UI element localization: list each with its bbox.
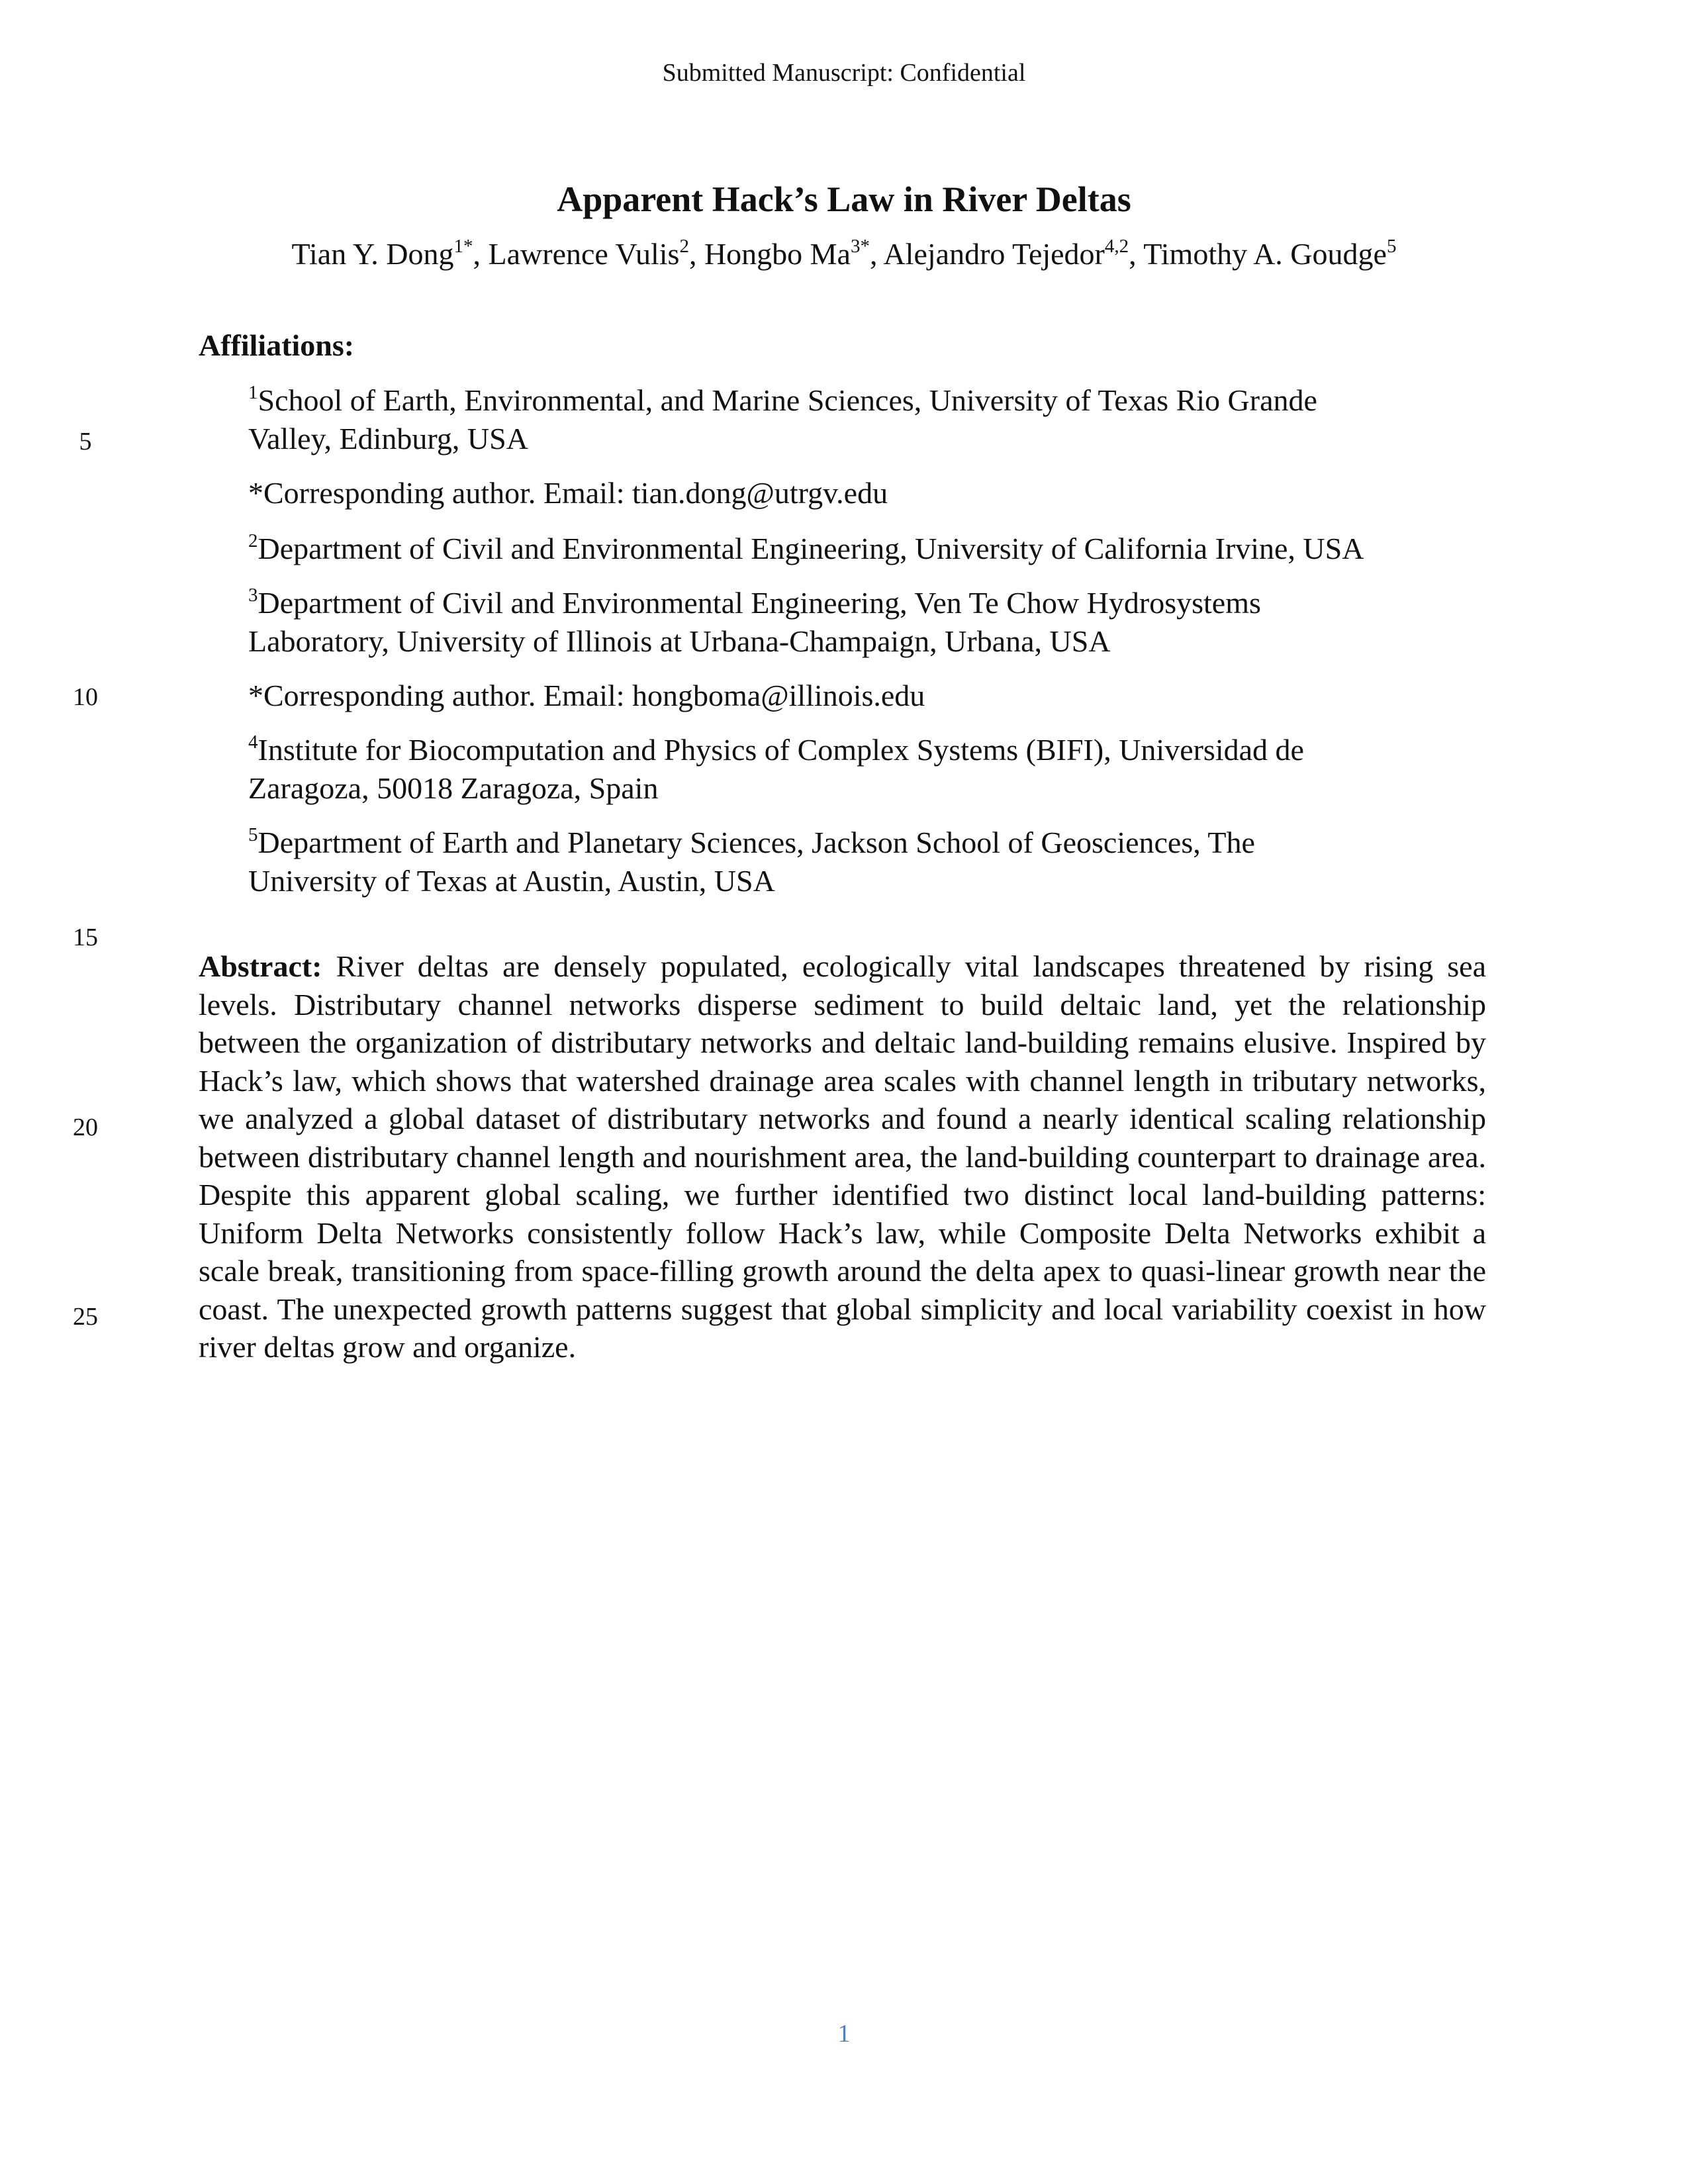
affiliation-text-line: Valley, Edinburg, USA: [248, 421, 528, 455]
author-separator: ,: [688, 237, 704, 271]
author-name: Lawrence Vulis: [488, 237, 680, 271]
corresponding-author: [248, 474, 1519, 512]
author-name: Timothy A. Goudge: [1143, 237, 1387, 271]
affiliation-text-line: Institute for Biocomputation and Physics of Complex Systems (BIFI), Universidad de: [258, 733, 1304, 767]
affiliation-number: 1: [248, 381, 258, 403]
affiliation-text-line: School of Earth, Environmental, and Marine Sciences, University of Texas Rio Grande: [258, 383, 1317, 417]
page-number: 1: [837, 2020, 851, 2048]
line-number: 5: [79, 428, 92, 455]
line-number: 20: [73, 1114, 98, 1141]
corresponding-author: [248, 677, 1519, 715]
affiliation-item: [248, 584, 1519, 660]
paper-title: Apparent Hack’s Law in River Deltas: [557, 179, 1131, 219]
abstract-label: Abstract:: [199, 949, 322, 983]
author-affiliation-mark: 3*: [850, 235, 870, 257]
author-name: Hongbo Ma: [704, 237, 851, 271]
author-affiliation-mark: 5: [1386, 235, 1397, 257]
author-affiliation-mark: 2: [679, 235, 689, 257]
affiliation-text-line: Laboratory, University of Illinois at Urbana-Champaign, Urbana, USA: [248, 624, 1111, 658]
affiliation-number: 3: [248, 584, 258, 606]
corresponding-author-email: *Corresponding author. Email: tian.dong@utrgv.edu: [248, 476, 888, 510]
running-header: Submitted Manuscript: Confidential: [662, 59, 1026, 87]
abstract-text: River deltas are densely populated, ecologically vital landscapes threatened by rising sea levels. Distributary channel networks disperse sediment to build deltaic land, yet the relationship between the organization of distributary networks and deltaic land-building remains elusive. Inspired by Hack’s law, which shows that watershed drainage area scales with channel length in tributary networks, we analyzed a global dataset of distributary networks and found a nearly identical scaling relationship between distributary channel length and nourishment area, the land-building counterpart to drainage area. Despite this apparent global scaling, we further identified two distinct local land-building patterns: Uniform Delta Networks consistently follow Hack’s law, while Composite Delta Networks exhibit a scale break, transitioning from space-filling growth around the delta apex to quasi-linear growth near the coast. The unexpected growth patterns suggest that global simplicity and local variability coexist in how river deltas grow and organize.: [199, 949, 1487, 1364]
line-number: 25: [73, 1303, 98, 1331]
affiliation-item: [248, 381, 1519, 457]
corresponding-author-email: *Corresponding author. Email: hongboma@illinois.edu: [248, 679, 925, 712]
affiliation-text-line: Department of Civil and Environmental Engineering, University of California Irvine, USA: [258, 532, 1364, 565]
affiliation-number: 4: [248, 731, 258, 753]
author-list: [0, 236, 1688, 273]
author-separator: ,: [1129, 237, 1144, 271]
author-separator: ,: [869, 237, 884, 271]
author-name: Tian Y. Dong: [291, 237, 454, 271]
affiliation-text-line: Department of Earth and Planetary Sciences, Jackson School of Geosciences, The: [258, 826, 1255, 859]
line-number: 15: [73, 924, 98, 951]
abstract: [199, 947, 1486, 1366]
affiliation-text-line: Zaragoza, 50018 Zaragoza, Spain: [248, 771, 659, 805]
author-separator: ,: [473, 237, 489, 271]
affiliations-heading: Affiliations:: [199, 328, 355, 362]
affiliation-number: 5: [248, 824, 258, 845]
author-name: Alejandro Tejedor: [883, 237, 1105, 271]
affiliation-item: [248, 824, 1519, 900]
affiliation-text-line: Department of Civil and Environmental Engineering, Ven Te Chow Hydrosystems: [258, 586, 1261, 620]
author-affiliation-mark: 1*: [453, 235, 473, 257]
line-number: 10: [73, 683, 98, 711]
affiliation-item: [248, 530, 1519, 568]
affiliation-text-line: University of Texas at Austin, Austin, USA: [248, 863, 775, 898]
affiliation-number: 2: [248, 530, 258, 551]
author-affiliation-mark: 4,2: [1104, 235, 1129, 257]
affiliation-item: [248, 731, 1519, 807]
